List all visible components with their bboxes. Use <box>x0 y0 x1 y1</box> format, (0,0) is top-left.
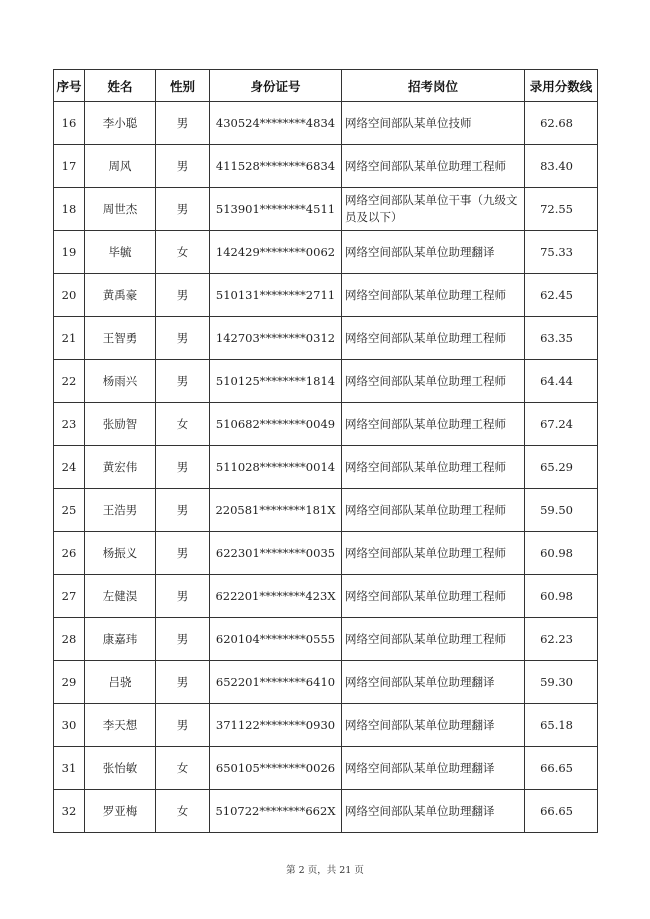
cell-seq: 17 <box>54 145 85 188</box>
cell-score: 66.65 <box>525 747 598 790</box>
cell-score: 59.30 <box>525 661 598 704</box>
table-row <box>54 317 598 360</box>
table-row <box>54 790 598 833</box>
cell-score: 63.35 <box>525 317 598 360</box>
cell-id-number: 510722********662X <box>210 790 342 833</box>
cell-score: 65.18 <box>525 704 598 747</box>
header-score: 录用分数线 <box>525 70 598 102</box>
header-seq: 序号 <box>54 70 85 102</box>
table-row <box>54 403 598 446</box>
cell-name: 杨振义 <box>85 532 156 575</box>
cell-name: 罗亚梅 <box>85 790 156 833</box>
cell-id-number: 513901********4511 <box>210 188 342 231</box>
roster-body <box>54 102 598 833</box>
cell-name: 张励智 <box>85 403 156 446</box>
table-row <box>54 446 598 489</box>
cell-score: 59.50 <box>525 489 598 532</box>
table-row <box>54 188 598 231</box>
table-row <box>54 145 598 188</box>
cell-score: 64.44 <box>525 360 598 403</box>
cell-name: 周风 <box>85 145 156 188</box>
cell-id-number: 371122********0930 <box>210 704 342 747</box>
cell-id-number: 510682********0049 <box>210 403 342 446</box>
cell-seq: 22 <box>54 360 85 403</box>
cell-post: 网络空间部队某单位技师 <box>342 102 525 145</box>
cell-score: 65.29 <box>525 446 598 489</box>
header-row <box>54 70 598 102</box>
header-name: 姓名 <box>85 70 156 102</box>
cell-score: 67.24 <box>525 403 598 446</box>
cell-id-number: 620104********0555 <box>210 618 342 661</box>
cell-post: 网络空间部队某单位助理工程师 <box>342 317 525 360</box>
cell-gender: 女 <box>156 403 210 446</box>
page-footer: 第 2 页，共 21 页 <box>286 865 364 876</box>
table-row <box>54 102 598 145</box>
cell-id-number: 652201********6410 <box>210 661 342 704</box>
cell-name: 康嘉玮 <box>85 618 156 661</box>
cell-post: 网络空间部队某单位助理工程师 <box>342 403 525 446</box>
cell-gender: 男 <box>156 274 210 317</box>
cell-seq: 26 <box>54 532 85 575</box>
cell-post: 网络空间部队某单位助理翻译 <box>342 747 525 790</box>
cell-post: 网络空间部队某单位干事（九级文员及以下） <box>342 188 525 231</box>
cell-gender: 男 <box>156 360 210 403</box>
table-row <box>54 231 598 274</box>
cell-score: 62.68 <box>525 102 598 145</box>
cell-seq: 31 <box>54 747 85 790</box>
cell-score: 75.33 <box>525 231 598 274</box>
cell-seq: 24 <box>54 446 85 489</box>
header-gender: 性别 <box>156 70 210 102</box>
cell-post: 网络空间部队某单位助理工程师 <box>342 145 525 188</box>
cell-id-number: 430524********4834 <box>210 102 342 145</box>
cell-seq: 19 <box>54 231 85 274</box>
table-row <box>54 489 598 532</box>
table-row <box>54 704 598 747</box>
cell-gender: 男 <box>156 446 210 489</box>
table-row <box>54 360 598 403</box>
cell-score: 66.65 <box>525 790 598 833</box>
cell-name: 张怡敏 <box>85 747 156 790</box>
cell-post: 网络空间部队某单位助理工程师 <box>342 575 525 618</box>
cell-id-number: 511028********0014 <box>210 446 342 489</box>
cell-name: 周世杰 <box>85 188 156 231</box>
table-row <box>54 661 598 704</box>
cell-seq: 25 <box>54 489 85 532</box>
cell-seq: 27 <box>54 575 85 618</box>
cell-score: 62.23 <box>525 618 598 661</box>
cell-gender: 女 <box>156 747 210 790</box>
cell-id-number: 220581********181X <box>210 489 342 532</box>
cell-post: 网络空间部队某单位助理工程师 <box>342 360 525 403</box>
cell-post: 网络空间部队某单位助理工程师 <box>342 532 525 575</box>
cell-gender: 女 <box>156 231 210 274</box>
table-row <box>54 274 598 317</box>
cell-score: 60.98 <box>525 532 598 575</box>
cell-id-number: 510131********2711 <box>210 274 342 317</box>
cell-post: 网络空间部队某单位助理翻译 <box>342 661 525 704</box>
cell-name: 吕骁 <box>85 661 156 704</box>
cell-seq: 21 <box>54 317 85 360</box>
cell-gender: 男 <box>156 575 210 618</box>
cell-name: 王智勇 <box>85 317 156 360</box>
cell-gender: 男 <box>156 188 210 231</box>
cell-gender: 男 <box>156 532 210 575</box>
cell-gender: 男 <box>156 661 210 704</box>
cell-id-number: 650105********0026 <box>210 747 342 790</box>
cell-score: 60.98 <box>525 575 598 618</box>
cell-name: 毕毓 <box>85 231 156 274</box>
cell-post: 网络空间部队某单位助理工程师 <box>342 489 525 532</box>
header-post: 招考岗位 <box>342 70 525 102</box>
cell-gender: 男 <box>156 618 210 661</box>
cell-name: 黄宏伟 <box>85 446 156 489</box>
cell-name: 李小聪 <box>85 102 156 145</box>
cell-id-number: 142703********0312 <box>210 317 342 360</box>
cell-id-number: 142429********0062 <box>210 231 342 274</box>
cell-post: 网络空间部队某单位助理工程师 <box>342 618 525 661</box>
cell-seq: 32 <box>54 790 85 833</box>
cell-name: 左健淏 <box>85 575 156 618</box>
cell-post: 网络空间部队某单位助理工程师 <box>342 446 525 489</box>
cell-gender: 男 <box>156 489 210 532</box>
cell-seq: 23 <box>54 403 85 446</box>
cell-gender: 男 <box>156 317 210 360</box>
roster-table <box>53 69 598 833</box>
cell-gender: 男 <box>156 102 210 145</box>
cell-name: 王浩男 <box>85 489 156 532</box>
cell-post: 网络空间部队某单位助理翻译 <box>342 704 525 747</box>
cell-score: 83.40 <box>525 145 598 188</box>
cell-score: 62.45 <box>525 274 598 317</box>
cell-seq: 30 <box>54 704 85 747</box>
header-id: 身份证号 <box>210 70 342 102</box>
cell-name: 李天想 <box>85 704 156 747</box>
cell-seq: 29 <box>54 661 85 704</box>
cell-gender: 男 <box>156 145 210 188</box>
cell-seq: 20 <box>54 274 85 317</box>
cell-seq: 18 <box>54 188 85 231</box>
table-row <box>54 532 598 575</box>
table-row <box>54 618 598 661</box>
cell-id-number: 510125********1814 <box>210 360 342 403</box>
cell-gender: 男 <box>156 704 210 747</box>
cell-seq: 28 <box>54 618 85 661</box>
cell-name: 黄禹豪 <box>85 274 156 317</box>
cell-post: 网络空间部队某单位助理工程师 <box>342 274 525 317</box>
cell-post: 网络空间部队某单位助理翻译 <box>342 231 525 274</box>
cell-id-number: 411528********6834 <box>210 145 342 188</box>
table-row <box>54 747 598 790</box>
cell-score: 72.55 <box>525 188 598 231</box>
cell-id-number: 622301********0035 <box>210 532 342 575</box>
cell-name: 杨雨兴 <box>85 360 156 403</box>
cell-gender: 女 <box>156 790 210 833</box>
cell-seq: 16 <box>54 102 85 145</box>
cell-id-number: 622201********423X <box>210 575 342 618</box>
cell-post: 网络空间部队某单位助理翻译 <box>342 790 525 833</box>
table-row <box>54 575 598 618</box>
